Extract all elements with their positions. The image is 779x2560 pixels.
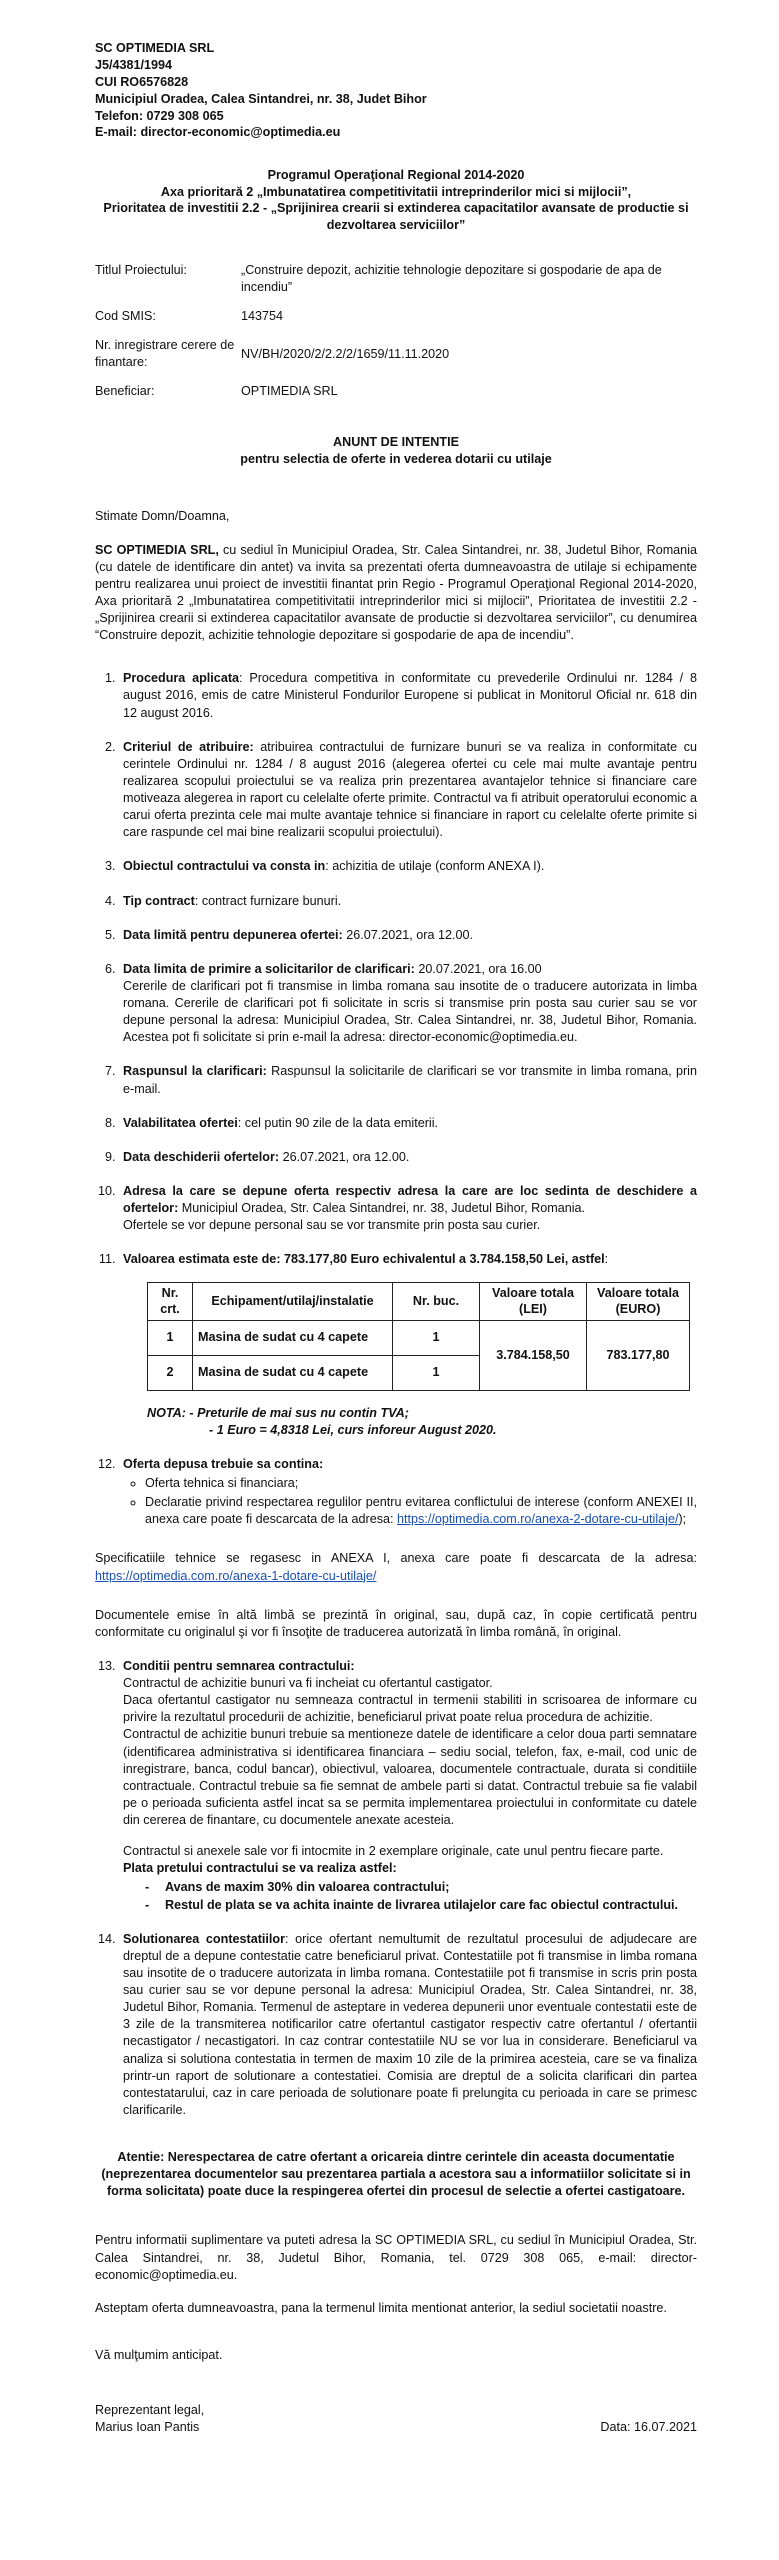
contract-paragraph: Contractul de achizitie bunuri trebuie sa mentioneze datele de identificare a celor doua parti semnatare (identificarea administrativa si identificarea financiara – sediu social, telefon, fax, e-mail, cod unic de inregistrare, banca, codul bancar), obiectivul, valoarea, documentele contractuale, durata si conditiile contractuale. Contractul trebuie sa fie semnat de ambele parti si datat. Contractul trebuie sa fie valabil pe o perioada suficienta astfel incat sa se permita implementarea proiectului in conformitate cu datele din cererea de finantare, cu documentele anexate acesteia. [123,1727,697,1828]
list-item [119,858,697,875]
project-info-key: Nr. inregistrare cerere de finantare: [95,338,235,370]
annex-1-link[interactable]: https://optimedia.com.ro/anexa-1-dotare-cu-utilaje/ [95,1568,377,1583]
company-cui: CUI RO6576828 [95,74,189,89]
project-info-value: 143754 [241,308,284,323]
table-header: Valoare totala (LEI) [480,1283,587,1320]
payment-list [123,1879,697,1913]
bullet-item [145,1494,697,1528]
project-info-table [95,262,697,413]
bullet-text: Declaratie privind respectarea regulilor pentru evitarea conflictului de interese (conform ANEXEI II, anexa care poate fi descarcata de la adresa: [145,1495,697,1527]
total-euro-cell: 783.177,80 [587,1320,690,1390]
list-item [95,1456,697,1641]
offer-contents-list [123,1475,697,1528]
item-text: Ofertele se vor depune personal sau se vor transmite prin posta sau curier. [123,1218,541,1233]
list-item [119,670,697,721]
table-header: Nr. crt. [148,1283,193,1320]
table-header-row [148,1283,690,1320]
project-info-value: „Construire depozit, achizitie tehnologie depozitare si gospodarie de apa de incendiu” [241,262,662,294]
contract-paragraph: Daca ofertantul castigator nu semneaza contractul in termenii stabiliti in scrisoarea de informare cu privire la rezultatul procedurii de achizitie, beneficiarul privat poate relua procedura de achizitie. [123,1693,697,1725]
project-info-value: NV/BH/2020/2/2.2/2/1659/11.11.2020 [241,346,450,361]
item-text: : achizitia de utilaje (conform ANEXA I). [325,859,545,874]
price-note-line: NOTA: - Preturile de mai sus nu contin TVA; [147,1405,409,1420]
list-item [119,1251,697,1439]
project-info-key: Cod SMIS: [95,308,156,323]
program-block [95,167,697,233]
table-cell: 1 [393,1355,480,1390]
signature-role: Reprezentant legal, [95,2403,205,2418]
table-header: Valoare totala (EURO) [587,1283,690,1320]
list-item [119,927,697,944]
project-info-value: OPTIMEDIA SRL [241,384,338,399]
item-label: Valabilitatea ofertei [123,1115,238,1130]
list-item [119,739,697,842]
contact-paragraph: Pentru informatii suplimentare va puteti adresa la SC OPTIMEDIA SRL, cu sediul în Municipiul Oradea, Str. Calea Sintandrei, nr. 38, Judetul Bihor, Romania, tel. 0729 308 065, e-mail: director-economic@optimedia.eu. [95,2233,697,2282]
list-item [119,1115,697,1132]
table-row [148,1320,690,1355]
list-item [119,1063,697,1097]
item-label: Solutionarea contestatiilor [123,1931,286,1946]
project-info-row [95,308,697,337]
price-note-line: - 1 Euro = 4,8318 Lei, curs inforeur August 2020. [209,1422,497,1437]
thanks-line: Vă mulţumim anticipat. [95,2347,223,2362]
item-label: Data deschiderii ofertelor: [123,1149,280,1164]
contract-paragraph: Contractul si anexele sale vor fi intocmite in 2 exemplare originale, cate unul pentru fiecare parte. [123,1844,664,1859]
total-lei-cell: 3.784.158,50 [480,1320,587,1390]
list-item [119,961,697,1047]
conditions-list [95,670,697,2119]
table-cell: Masina de sudat cu 4 capete [193,1320,393,1355]
item-text: : contract furnizare bunuri. [194,893,342,908]
item-text: Municipiul Oradea, Str. Calea Sintandrei, nr. 38, Judetul Bihor, Romania. [178,1201,586,1216]
program-priority: Prioritatea de investitii 2.2 - „Sprijinirea crearii si extinderea capacitatilor avansate de productie si dezvoltarea serviciilor” [103,201,689,233]
item-label: Valoarea estimata este de: 783.177,80 Euro echivalentul a 3.784.158,50 Lei, astfel [123,1252,605,1267]
company-email: E-mail: director-economic@optimedia.eu [95,125,341,140]
item-label: Adresa la care se depune oferta respectiv adresa la care are loc sedinta de deschidere a ofertelor: [123,1183,697,1216]
item-text: : cel putin 90 zile de la data emiterii. [237,1115,439,1130]
item-label: Obiectul contractului va consta in [123,859,326,874]
table-cell: 1 [393,1320,480,1355]
project-info-key: Beneficiar: [95,384,155,399]
table-cell: 2 [148,1355,193,1390]
specs-text: Specificatiile tehnice se regasesc in ANEXA I, anexa care poate fi descarcata de la adresa: [95,1551,697,1566]
table-header: Nr. buc. [393,1283,480,1320]
list-item [119,1931,697,2119]
warning-notice: Atentie: Nerespectarea de catre ofertant a oricareia dintre cerintele din aceasta documentatie (neprezentarea documentelor sau prezentarea partiala a acestora sau a informatiilor solicitate si in forma solicitata) poate duce la respingerea ofertei din procesul de selectie a ofertei castigatoare. [101,2150,691,2199]
project-info-row [95,383,697,412]
company-name: SC OPTIMEDIA SRL [95,41,215,55]
document-date: Data: 16.07.2021 [600,2420,697,2435]
project-info-row [95,262,697,308]
annex-2-link[interactable]: https://optimedia.com.ro/anexa-2-dotare-cu-utilaje/ [397,1512,679,1527]
item-text: atribuirea contractului de furnizare bunuri se va realiza in conformitate cu cerintele Ordinului nr. 1284 / 8 august 2016 (alegerea ofertei cu cele mai multe avantaje pentru realizarea scopului proiectului se va realiza prin prezentarea avantajelor tehnice si financiare care motiveaza alegerea in raport cu celelalte oferte primite. Contractul va fi atribuit operatorului economic a carui oferta prezinta cele mai multe avantaje tehnice si financiare in raport cu celelalte oferte primite si care raspunde cel mai bine realizarii scopului proiectului). [123,739,697,840]
item-label: Criteriul de atribuire: [123,739,254,754]
equipment-table [147,1282,690,1390]
await-paragraph: Asteptam oferta dumneavoastra, pana la termenul limita mentionat anterior, la sediul societatii noastre. [95,2300,667,2315]
bullet-text: ); [678,1512,687,1527]
greeting: Stimate Domn/Doamna, [95,509,230,524]
contract-paragraph: Contractul de achizitie bunuri va fi incheiat cu ofertantul castigator. [123,1676,493,1691]
list-item [119,893,697,910]
item-text: 26.07.2021, ora 12.00. [279,1149,410,1164]
item-label: Data limita de primire a solicitarilor de clarificari: [123,961,415,976]
specs-paragraph [95,1550,697,1584]
item-text: 26.07.2021, ora 12.00. [342,927,473,942]
announcement-subheading: pentru selectia de oferte in vederea dotarii cu utilaje [240,452,552,467]
company-header [95,40,697,141]
documents-note: Documentele emise în altă limbă se prezintă în original, sau, după caz, în copie certificată pentru conformitate cu originalul şi vor fi însoţite de traducerea autorizată în limba română, în original. [95,1607,697,1639]
announcement-heading: ANUNT DE INTENTIE [333,435,459,450]
bullet-item: ◦ Oferta tehnica si financiara; [145,1475,697,1492]
registration-number: J5/4381/1994 [95,57,173,72]
payment-label: Plata pretului contractului se va realiza astfel: [123,1861,397,1876]
intro-company: SC OPTIMEDIA SRL, [95,542,219,557]
item-text: : [604,1252,609,1267]
item-text: Cererile de clarificari pot fi transmise in limba romana sau insotite de o traducere autorizata in limba romana. Cererile de clarificari pot fi solicitate in scris si transmise prin posta sau curier sau se vor depune personal la adresa: Municipiul Oradea, Str. Calea Sintandrei, nr. 38, Judetul Bihor, Romania. Acestea pot fi solicitate si prin e-mail la adresa: director-economic@optimedia.eu. [123,978,697,1045]
table-cell: Masina de sudat cu 4 capete [193,1355,393,1390]
intro-paragraph [95,542,697,645]
item-label: Oferta depusa trebuie sa contina: [123,1456,324,1471]
payment-item: - Avans de maxim 30% din valoarea contractului; [145,1879,697,1896]
item-label: Tip contract [123,893,195,908]
payment-item: - Restul de plata se va achita inainte de livrarea utilajelor care fac obiectul contractului. [145,1897,697,1914]
intro-text: cu sediul în Municipiul Oradea, Str. Calea Sintandrei, nr. 38, Judetul Bihor, Romania (cu datele de identificare din antet) va invita sa prezentati oferta dumneavoastra de utilaje si echipamente pentru realizarea unui proiect de investitii finantat prin Regio - Programul Operaţional Regional 2014-2020, Axa prioritară 2 „Imbunatatirea competitivitatii intreprinderilor mici si mijlocii”, Prioritatea de investitii 2.2 - „Sprijinirea crearii si extinderea capacitatilor avansate de productie si dezvoltarea serviciilor”, cu denumirea “Construire depozit, achizitie tehnologie depozitare si gospodarie de apa de incendiu”. [95,542,697,643]
list-item [119,1658,697,1914]
item-label: Procedura aplicata [123,671,240,686]
item-label: Conditii pentru semnarea contractului: [123,1658,355,1673]
item-text: : orice ofertant nemultumit de rezultatul procesului de adjudecare are dreptul de a depune contestatie catre beneficiarul privat. Contestatiile pot fi transmise in limba romana sau insotite de o traducere autorizata in limba romana. Contestatiile pot fi transmise in scris prin posta sau curier sau se vor depune personal la adresa: Municipiul Oradea, Str. Calea Sintandrei, nr. 38, Judetul Bihor, Romania. Termenul de asteptare in vederea depunerii unor eventuale contestatii este de 3 zile de la transmiterea notificarilor catre ofertantul castigator respectiv catre ofertantul / ofertantii necastigator / necastigatori. In caz contrar contestatiile NU se vor lua in considerare. Beneficiarul va analiza si solutiona contestatia in termen de maxim 10 zile de la primirea acesteia, care se va finaliza printr-un raport de solutionare a contestatiei. Comisia are dreptul de a solicita clarificari din partea contestatarului, caz in care perioada de solutionare poate fi prelungita cu perioada in care se primesc clarificarile. [123,1931,698,2117]
company-address: Municipiul Oradea, Calea Sintandrei, nr. 38, Judet Bihor [95,91,427,106]
price-note [147,1405,697,1439]
company-phone: Telefon: 0729 308 065 [95,108,224,123]
item-text: Raspunsul la solicitarile de clarificari se vor transmite in limba romana, prin e-mail. [123,1064,697,1096]
item-label: Raspunsul la clarificari: [123,1064,267,1079]
announcement-title [95,434,697,468]
list-item [119,1149,697,1166]
program-name: Programul Operaţional Regional 2014-2020 [267,168,525,183]
signature-name: Marius Ioan Pantis [95,2420,200,2435]
list-item [119,1183,697,1234]
item-text: : Procedura competitiva in conformitate cu prevederile Ordinului nr. 1284 / 8 august 2016, emis de catre Ministerul Fondurilor Europene si publicat in Monitorul Oficial nr. 618 din 12 august 2016. [123,671,697,720]
table-header: Echipament/utilaj/instalatie [193,1283,393,1320]
project-info-key: Titlul Proiectului: [95,262,187,277]
project-info-row [95,337,697,383]
program-axis: Axa prioritară 2 „Imbunatatirea competitivitatii intreprinderilor mici si mijlocii”, [160,184,632,199]
table-cell: 1 [148,1320,193,1355]
signature-block [95,2402,697,2436]
item-label: Data limită pentru depunerea ofertei: [123,927,343,942]
item-text: 20.07.2021, ora 16.00 [414,961,542,976]
